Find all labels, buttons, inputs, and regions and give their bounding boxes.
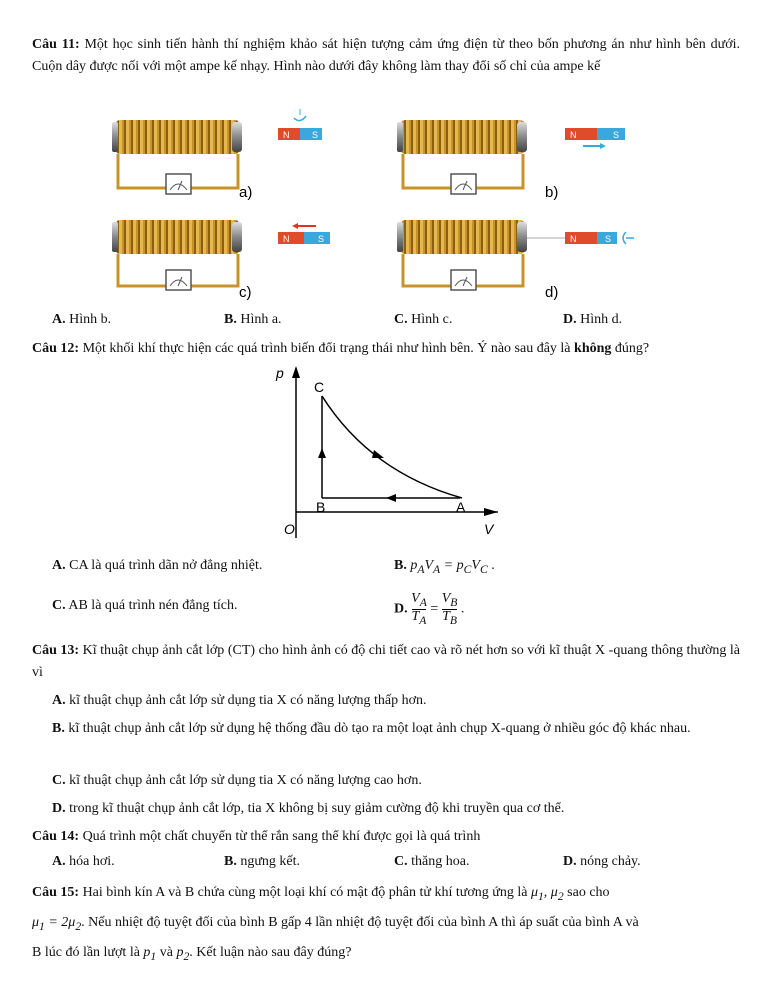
q11-option-d[interactable]: D. Hình d. (563, 312, 623, 327)
q15-line3-b: . Kết luận nào sau đây đúng? (189, 945, 352, 960)
q14-option-a[interactable]: A. hóa hơi. (52, 854, 115, 869)
magnet-c-s: S (318, 234, 325, 244)
q14-label: Câu 14: (32, 829, 80, 844)
magnet-a (278, 109, 322, 140)
q15-line1-b: sao cho (563, 885, 610, 900)
q15-label: Câu 15: (32, 885, 80, 900)
q12-option-b[interactable]: B. $p_AV_A = p_CV_C$ . (394, 558, 495, 576)
point-a-label: A (456, 499, 466, 515)
q11-stem (32, 34, 740, 78)
fig-label-d: d) (545, 284, 559, 301)
q15-line1: Câu 15: Hai bình kín A và B chứa cùng một loại khí có mật độ phân tử khí tương ứng là $\mu_1$, $\mu_2$ sao cho (32, 885, 610, 903)
q15-line2: $\mu_1 = 2\mu_2$. Nếu nhiệt độ tuyệt đối của bình B gấp 4 lần nhiệt độ tuyệt đối của bình A thì áp suất của bình A và (32, 915, 639, 933)
magnet-b-s: S (613, 130, 620, 140)
q11-text: Một học sinh tiến hành thí nghiệm khảo sát hiện tượng cảm ứng điện từ theo bốn phương án như hình bên dưới. Cuộn dây được nối với một ampe kế nhạy. Hình nào dưới đây không làm thay đổi số chỉ của ampe kế (32, 37, 740, 74)
q12-text-after: đúng? (611, 341, 650, 356)
q11-option-b[interactable]: B. Hình a. (224, 312, 282, 327)
q14-text: Quá trình một chất chuyển từ thể rắn sang thể khí được gọi là quá trình (82, 829, 481, 844)
q15-line3: B lúc đó lần lượt là $p_1$ và $p_2$. Kết luận nào sau đây đúng? (32, 945, 352, 963)
q12-option-c[interactable]: C. AB là quá trình nén đẳng tích. (52, 598, 238, 613)
q13-option-c[interactable]: C. kĩ thuật chụp ảnh cắt lớp sử dụng tia X có năng lượng cao hơn. (52, 773, 422, 788)
q11-option-c[interactable]: C. Hình c. (394, 312, 453, 327)
magnet-d-s: S (605, 234, 612, 244)
q14-option-b[interactable]: B. ngưng kết. (224, 854, 301, 869)
q13-text: Kĩ thuật chụp ảnh cắt lớp (CT) cho hình ảnh có độ chi tiết cao và rõ nét hơn so với kĩ thuật X -quang thông thường là vì (32, 643, 740, 680)
fig-label-b: b) (545, 184, 559, 201)
point-c-label: C (314, 379, 325, 395)
q15-line1-a: Hai bình kín A và B chứa cùng một loại khí có mật độ phân tử khí tương ứng là (82, 885, 531, 900)
q15-line3-mid: và (156, 945, 177, 960)
x-axis-label: V (484, 521, 494, 537)
magnet-a-n: N (283, 130, 290, 140)
q13-option-b[interactable]: B. kĩ thuật chụp ảnh cắt lớp sử dụng hệ thống đầu dò tạo ra một loạt ảnh chụp X-quang ở nhiều góc độ khác nhau. (52, 721, 691, 736)
magnet-b (565, 128, 625, 149)
coil-b (397, 120, 527, 194)
magnet-d (527, 232, 634, 244)
q13-option-d[interactable]: D. trong kĩ thuật chụp ảnh cắt lớp, tia X không bị suy giảm cường độ khi truyền qua cơ thể. (52, 801, 565, 816)
coil-d (397, 220, 527, 290)
q12-stem (32, 338, 740, 360)
q11-label: Câu 11: (32, 37, 80, 52)
magnet-c-n: N (283, 234, 290, 244)
magnet-d-n: N (570, 234, 577, 244)
q15-line3-a: B lúc đó lần lượt là (32, 945, 144, 960)
q13-option-a[interactable]: A. kĩ thuật chụp ảnh cắt lớp sử dụng tia X có năng lượng thấp hơn. (52, 693, 427, 708)
coil-a (112, 120, 242, 194)
magnet-a-s: S (312, 130, 319, 140)
pv-graph (270, 362, 510, 542)
q12-label: Câu 12: (32, 341, 80, 356)
q14-stem (32, 826, 740, 848)
q13-label: Câu 13: (32, 643, 80, 658)
fig-label-a: a) (239, 184, 253, 201)
origin-label: O (284, 521, 295, 537)
q12-option-d[interactable]: D. $V_A$ $T_A = V_B$ $T_B$ . (394, 591, 465, 627)
q12-text-bold: không (574, 341, 612, 356)
magnet-c (278, 223, 330, 244)
q14-option-d[interactable]: D. nóng chảy. (563, 854, 641, 869)
q12-option-a[interactable]: A. CA là quá trình dãn nở đẳng nhiệt. (52, 558, 263, 573)
q11-option-a[interactable]: A. Hình b. (52, 312, 112, 327)
y-axis-label: p (276, 365, 284, 381)
q15-line2-text: . Nếu nhiệt độ tuyệt đối của bình B gấp 4 lần nhiệt độ tuyệt đối của bình A thì áp suất của bình A và (81, 915, 639, 930)
q14-option-c[interactable]: C. thăng hoa. (394, 854, 470, 869)
magnet-b-n: N (570, 130, 577, 140)
coil-c (112, 220, 242, 290)
point-b-label: B (316, 499, 326, 515)
curve-ca (322, 396, 462, 498)
q12-text-before: Một khối khí thực hiện các quá trình biến đổi trạng thái như hình bên. Ý nào sau đây là (82, 341, 575, 356)
q13-stem (32, 640, 740, 684)
fig-label-c: c) (239, 284, 252, 301)
q11-figure (0, 108, 770, 308)
